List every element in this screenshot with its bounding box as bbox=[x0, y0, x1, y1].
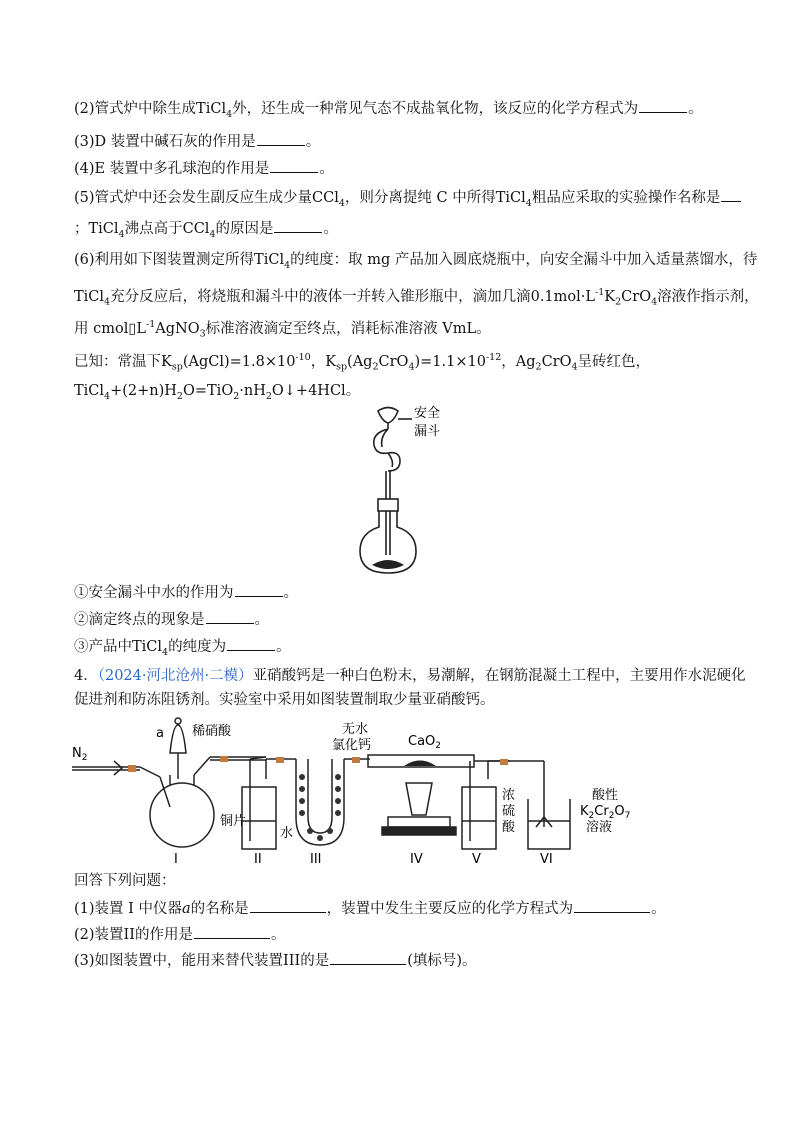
answer-blank[interactable] bbox=[721, 187, 741, 202]
q4-stem-cont: 促进剂和防冻阻锈剂。实验室中采用如图装置制取少量亚硝酸钙。 bbox=[74, 692, 495, 708]
answer-blank[interactable] bbox=[250, 898, 326, 913]
label-IV: IV bbox=[410, 852, 423, 867]
question-source-link[interactable]: （2024·河北沧州·二模） bbox=[97, 668, 253, 684]
q3-part5: (5)管式炉中还会发生副反应生成少量CCl$_4$，则分离提纯 C 中所得TiCl$_4$粗品应采取的实验操作名称是 bbox=[74, 187, 742, 214]
q3-part4: (4)E 装置中多孔球泡的作用是 。 bbox=[74, 158, 334, 179]
question-number: 4． bbox=[74, 668, 98, 684]
label-n2: $N_2$ bbox=[72, 746, 88, 763]
q3-part6: (6)利用如下图装置测定所得TiCl$_4$的纯度：取 mg 产品加入圆底烧瓶中，向安全漏斗中加入适量蒸馏水，待 bbox=[74, 252, 758, 271]
label-conc: 浓 bbox=[502, 788, 516, 803]
label-VI: VI bbox=[540, 852, 553, 867]
label-water: 水 bbox=[280, 826, 294, 841]
q3-known: 已知：常温下$K_{sp}(AgCl)=1.8\times 10^{-10}$，$K_{sp}(Ag_2CrO_4)=1.1\times 10^{-12}$，$Ag_2CrO_4$呈砖红色， bbox=[74, 352, 651, 373]
answer-blank[interactable] bbox=[257, 131, 305, 146]
label-safety: 安全 bbox=[414, 406, 441, 421]
answer-blank[interactable] bbox=[330, 950, 406, 965]
answer-blank[interactable] bbox=[270, 158, 318, 173]
q4-part3: (3)如图装置中，能用来替代装置III的是 (填标号)。 bbox=[74, 950, 477, 971]
label-I: I bbox=[174, 852, 178, 867]
label-dilute-hno3: 稀硝酸 bbox=[192, 724, 232, 739]
formula: TiCl bbox=[196, 101, 227, 117]
label-anhydrous: 无水 bbox=[342, 722, 369, 737]
answer-blank[interactable] bbox=[227, 636, 275, 651]
text: 外，还生成一种常见气态不成盐氧化物，该反应的化学方程式为 bbox=[232, 101, 639, 117]
label-k2cr2o7: $K_2Cr_2O_7$ bbox=[580, 804, 631, 821]
q3-sub3: ③产品中TiCl$_4$的纯度为 。 bbox=[74, 636, 291, 663]
label-acidic: 酸性 bbox=[592, 788, 619, 803]
label-cao2: CaO$_2$ bbox=[408, 734, 442, 751]
answer-blank[interactable] bbox=[639, 98, 687, 113]
label-II: II bbox=[254, 852, 262, 867]
text: (2)管式炉中除生成 bbox=[74, 101, 197, 117]
q3-sub2: ②滴定终点的现象是 。 bbox=[74, 609, 269, 630]
answer-blank[interactable] bbox=[206, 609, 254, 624]
label-funnel: 漏斗 bbox=[414, 424, 441, 439]
answer-blank[interactable] bbox=[194, 924, 270, 939]
q3-part2: (2)管式炉中除生成TiCl$_4$外，还生成一种常见气态不成盐氧化物，该反应的化学方程式为 。 bbox=[74, 98, 703, 125]
answer-blank[interactable] bbox=[235, 582, 283, 597]
q3-part6-line2: TiCl$_4$充分反应后，将烧瓶和漏斗中的液体一并转入锥形瓶中，滴加几滴$0.1mol\cdot L^{-1}K_2CrO_4$溶液作指示剂， bbox=[74, 287, 759, 308]
q3-part5-cont: ；TiCl$_4$沸点高于CCl$_4$的原因是 。 bbox=[74, 218, 338, 245]
label-solution: 溶液 bbox=[586, 820, 613, 835]
label-a: a bbox=[156, 726, 164, 741]
q3-part3: (3)D 装置中碱石灰的作用是 。 bbox=[74, 131, 320, 152]
label-V: V bbox=[472, 852, 481, 867]
apparatus-figure bbox=[70, 717, 710, 867]
label-cacl2: 氯化钙 bbox=[332, 738, 372, 753]
label-sulfuric: 硫 bbox=[502, 804, 516, 819]
label-acid: 酸 bbox=[502, 820, 516, 835]
q4-stem: 4．（2024·河北沧州·二模）亚硝酸钙是一种白色粉末，易潮解，在钢筋混凝土工程中，主要用作水泥硬化 bbox=[74, 668, 746, 684]
q3-equation: $TiCl_4+(2+n)H_2O=TiO_2\cdot nH_2O↓+4HCl$。 bbox=[74, 383, 361, 402]
q4-answer-prompt: 回答下列问题： bbox=[74, 873, 176, 889]
answer-blank[interactable] bbox=[274, 218, 322, 233]
q3-sub1: ①安全漏斗中水的作用为 。 bbox=[74, 582, 298, 603]
q3-part6-line3: 用 $cmol▯L^{-1}AgNO_3$标准溶液滴定至终点，消耗标准溶液 VmL。 bbox=[74, 319, 491, 340]
safety-funnel-flask-figure bbox=[350, 405, 460, 577]
q4-part1: (1)装置 I 中仪器a的名称是 ，装置中发生主要反应的化学方程式为 。 bbox=[74, 898, 666, 919]
label-copper: 铜片 bbox=[220, 814, 247, 829]
q4-part2: (2)装置II的作用是 。 bbox=[74, 924, 286, 945]
label-III: III bbox=[310, 852, 322, 867]
answer-blank[interactable] bbox=[574, 898, 650, 913]
